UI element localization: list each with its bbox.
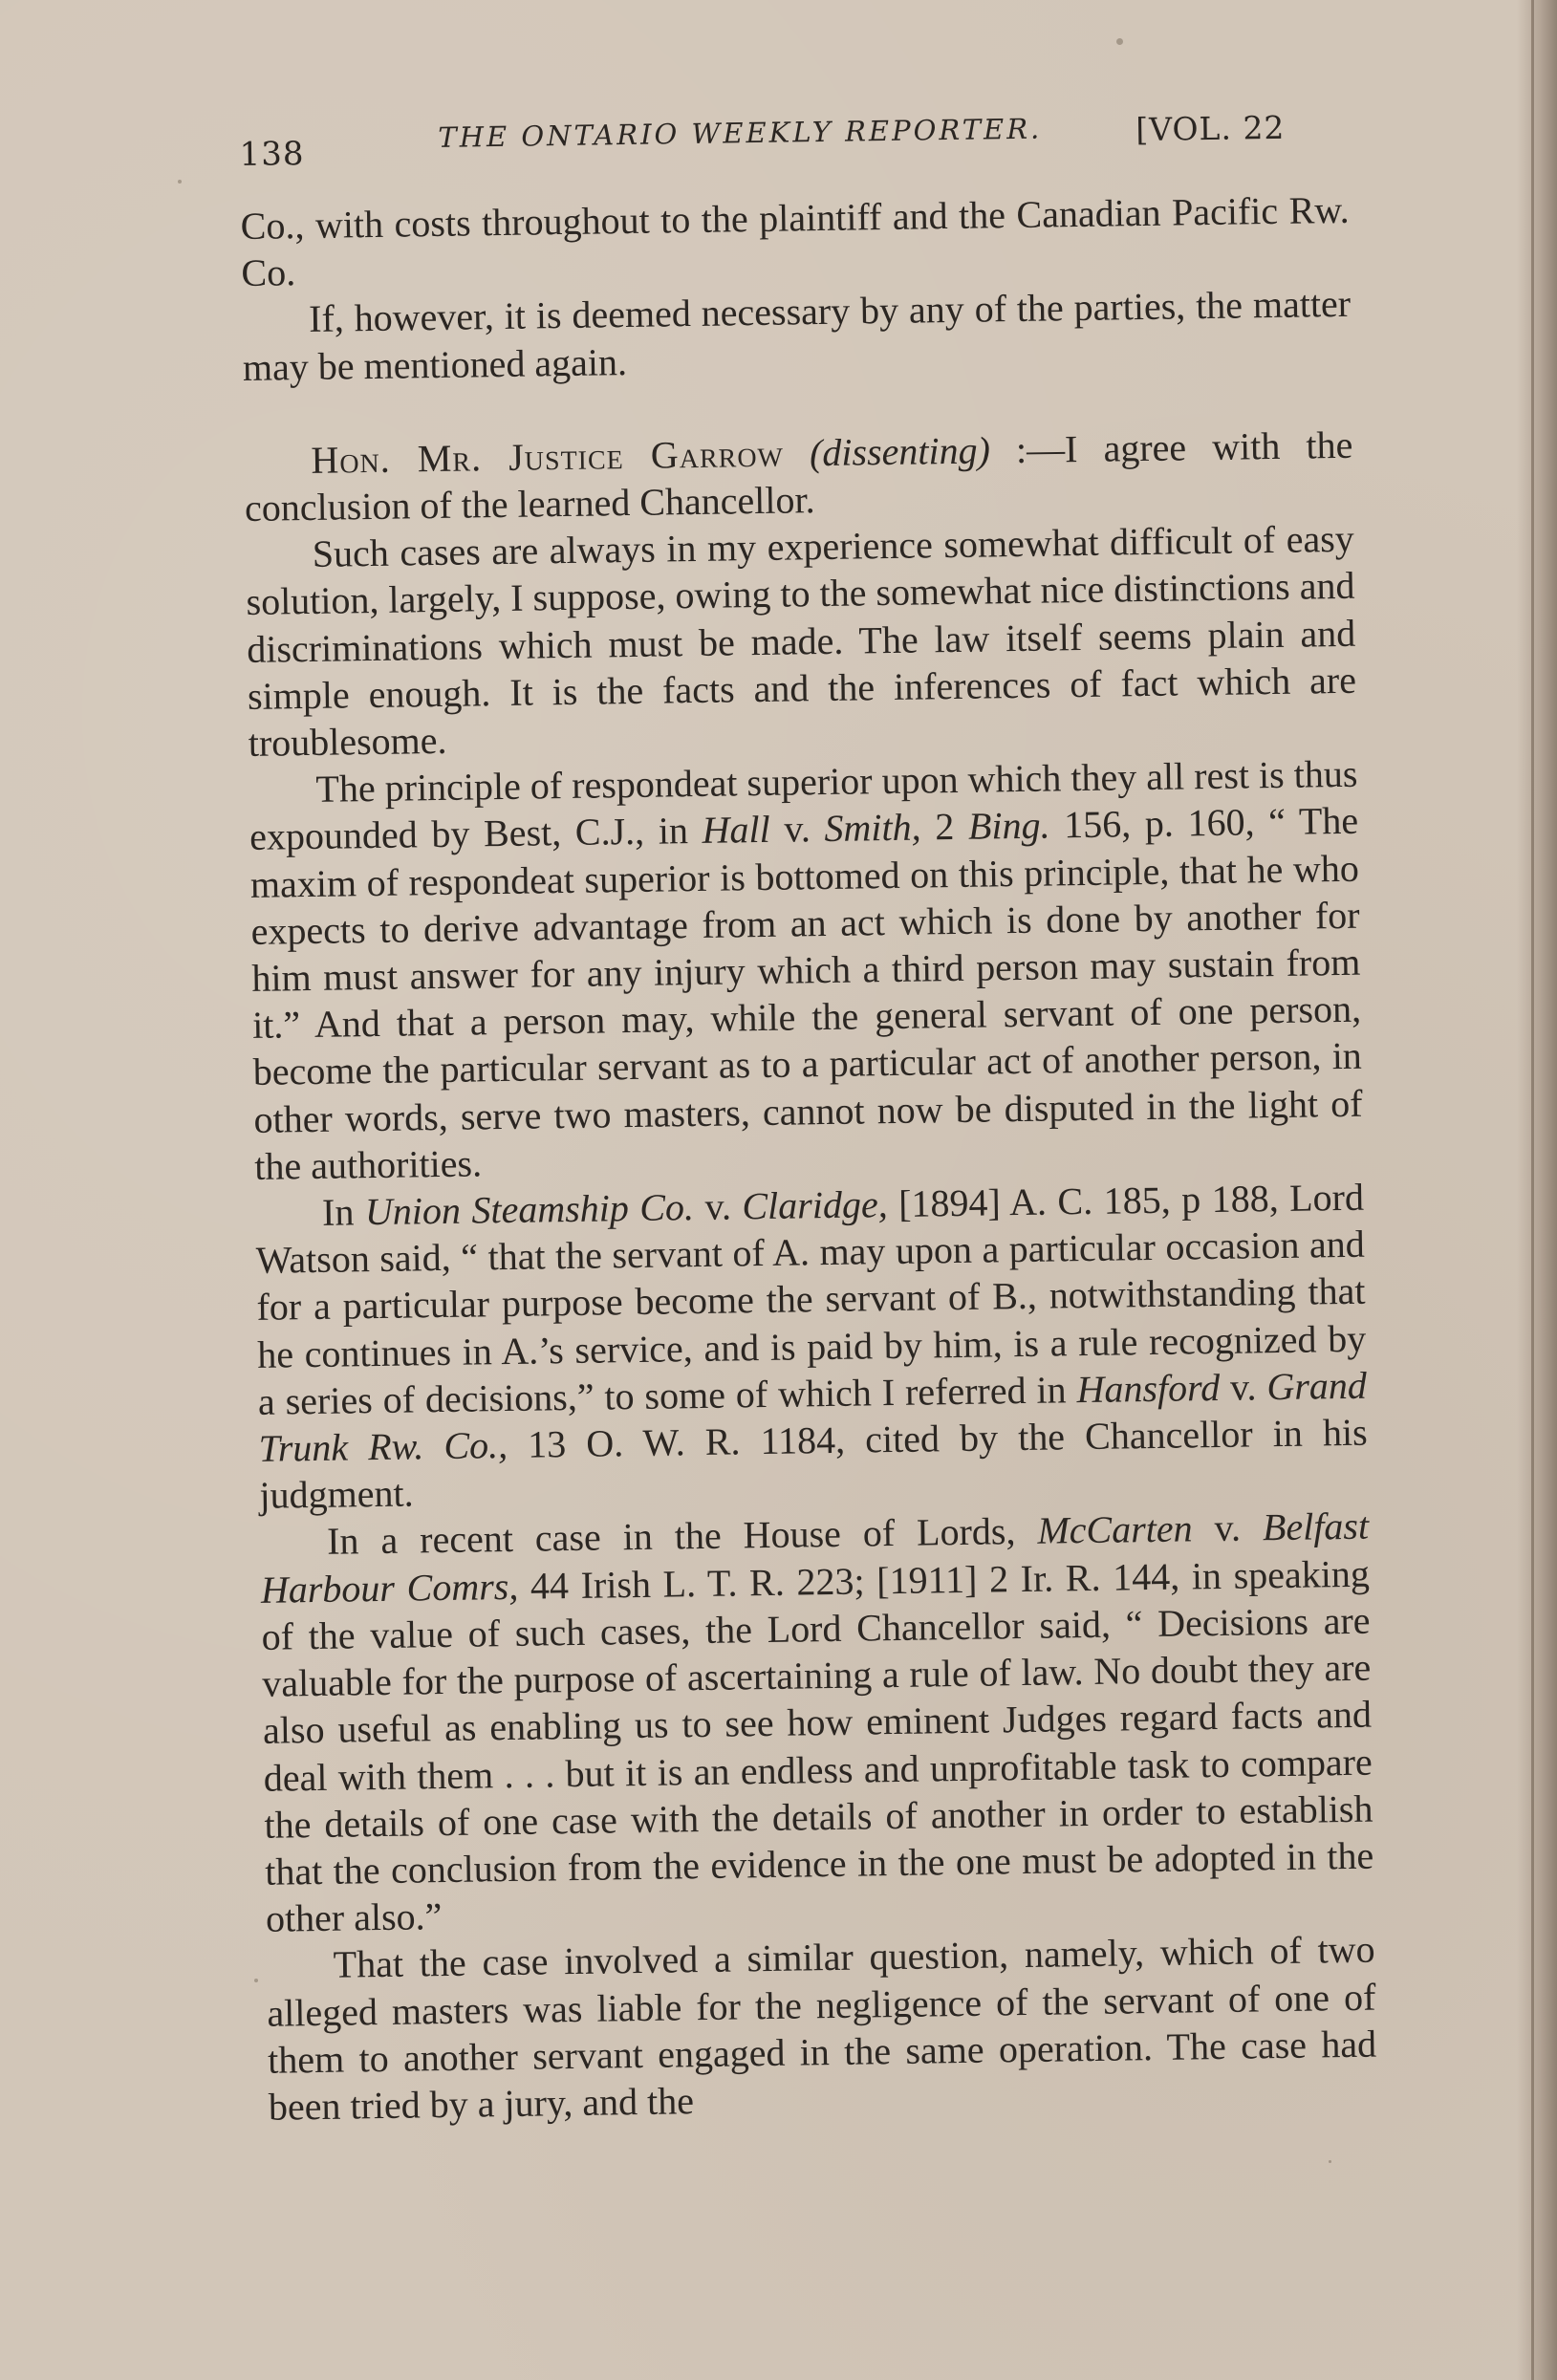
paragraph-4 — [245, 515, 1357, 767]
reporter-abbrev: Bing. — [967, 803, 1050, 849]
case-name: Grand Trunk Rw. Co., — [258, 1363, 1368, 1470]
paragraph-text: 156, p. 160, “ The maxim of respondeat superior is bottomed on this principle, that he who expects to derive advantage from an act which is done by another for him must answer for any injury which a third person may sustain from it.” And that a person may, while the general servant of one person, become the particular servant as to a particular act of another person, in other words, serve two masters, cannot now be disputed in the light of the authorities. — [249, 799, 1363, 1188]
paragraph-text: v. — [1219, 1365, 1267, 1409]
judge-name: Hon. Mr. Justice Garrow — [311, 431, 785, 482]
body-text — [240, 186, 1377, 2131]
paragraph-text: Co., with costs throughout to the plaintiff and the Canadian Pacific Rw. Co. — [240, 187, 1350, 295]
paragraph-7 — [260, 1503, 1374, 1942]
paragraph-text: v. — [769, 807, 825, 852]
paragraph-text: In — [321, 1190, 366, 1234]
paragraph-text: If, however, it is deemed necessary by any of the parties, the matter may be mentioned again. — [242, 282, 1352, 389]
paper-speck — [178, 180, 182, 184]
volume-label: [VOL. 22 — [1135, 108, 1286, 149]
judge-role: (dissenting) — [809, 428, 991, 474]
paragraph-3 — [244, 422, 1353, 532]
paragraph-text: v. — [1192, 1505, 1264, 1550]
case-name: Hall — [702, 808, 771, 853]
paragraph-text: The principle of respondeat superior upon which they all rest is thus expounded by Best, C.J., in — [249, 751, 1358, 859]
paragraph-8 — [266, 1926, 1377, 2131]
page-number: 138 — [239, 134, 305, 174]
paragraph-text: In a recent case in the House of Lords, — [326, 1509, 1038, 1564]
case-name: Claridge, — [742, 1182, 888, 1228]
paragraph-text: That the case involved a similar question, namely, which of two alleged masters was liable for the negligence of the servant of one of them to another servant engaged in the same operation. The case had been tried by a jury, and the — [267, 1927, 1377, 2129]
paragraph-6 — [255, 1174, 1369, 1520]
paragraph-2 — [242, 280, 1352, 391]
text-block — [239, 98, 1377, 2131]
case-name: Hansford — [1076, 1365, 1221, 1412]
case-name: Belfast Harbour Comrs, — [260, 1504, 1370, 1612]
paragraph-text: 2 — [920, 805, 969, 849]
paragraph-text: 44 Irish L. T. R. 223; [1911] 2 Ir. R. 144, in speaking of the value of such cases, the Lord Chancellor said, “ Decisions are valuable for the purpose of ascertaining a rule of law. No doubt they are also useful as enabling us to see how eminent Judges regard facts and deal with them . . . but it is an endless and unprofitable task to compare the details of one case with the details of another in order to establish that the conclusion from the evidence in the one must be adopted in the other also.” — [261, 1551, 1374, 1940]
paper-speck — [1329, 2160, 1331, 2163]
page-edge-line — [1531, 0, 1534, 2380]
paragraph-text: :—I agree with the conclusion of the learned Chancellor. — [244, 422, 1353, 530]
case-name: Union Steamship Co. — [364, 1185, 695, 1234]
page-edge-shadow — [1517, 0, 1557, 2380]
paper-speck — [1116, 38, 1123, 45]
paragraph-text: v. — [693, 1184, 743, 1229]
paragraph-text: 13 O. W. R. 1184, cited by the Chancellor in his judgment. — [259, 1410, 1368, 1518]
case-name: McCarten — [1037, 1506, 1193, 1553]
case-name: Smith, — [824, 805, 921, 851]
running-title: THE ONTARIO WEEKLY REPORTER. — [438, 112, 1043, 154]
paragraph-5 — [249, 750, 1363, 1190]
running-header — [239, 98, 1349, 174]
paragraph-1 — [240, 186, 1350, 297]
paper-speck — [254, 1979, 258, 1982]
paragraph-text: [1894] A. C. 185, p 188, Lord Watson said, “ that the servant of A. may upon a particular occasion and for a particular purpose become the servant of B., notwithstanding that he continues in A.’s service, and is paid by him, is a rule recognized by a series of decisions,” to some of which I referred in — [255, 1175, 1367, 1423]
paragraph-text: Such cases are always in my experience somewhat difficult of easy solution, largely, I suppose, owing to the somewhat nice distinctions and discriminations which must be made. The law itself seems plain and simple enough. It is the facts and the inferences of fact which are troublesome. — [246, 516, 1357, 765]
